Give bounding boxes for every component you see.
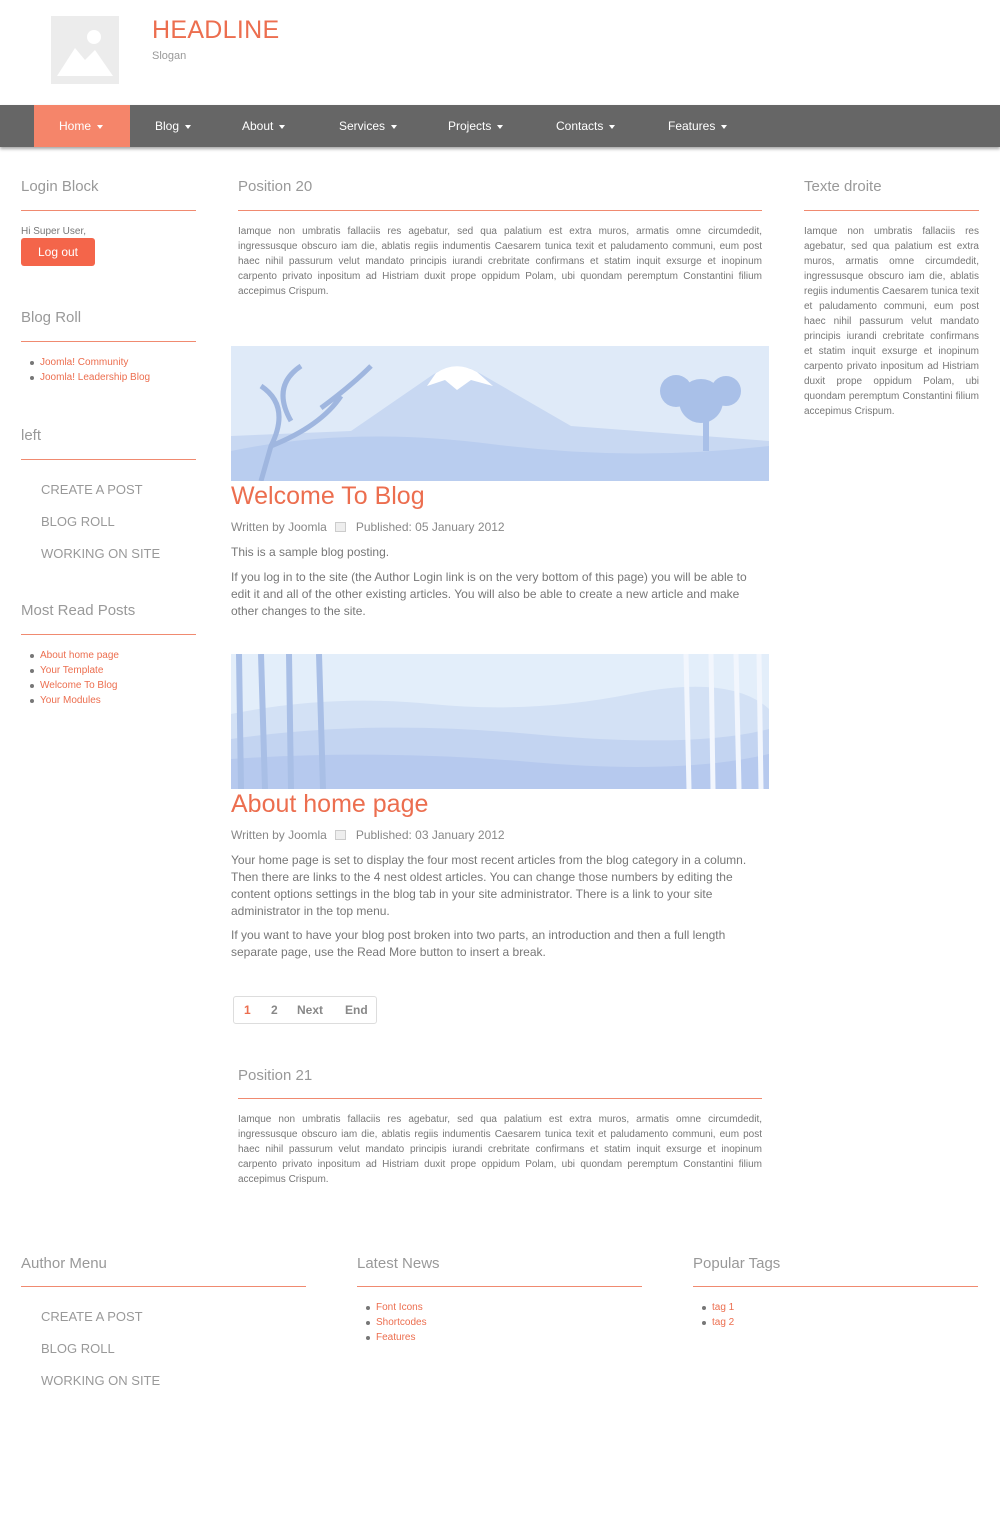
- caret-down-icon: [97, 125, 103, 129]
- pagination-next[interactable]: Next: [297, 1003, 324, 1017]
- menu-item-create-post[interactable]: CREATE A POST: [41, 1309, 143, 1324]
- article-author: Written by Joomla: [231, 828, 327, 842]
- list-item[interactable]: Your Modules: [21, 693, 119, 708]
- nav-item-projects[interactable]: Projects: [448, 105, 503, 147]
- position-20-text: Iamque non umbratis fallaciis res agebatur, sed qua palatium est extra muros, armatis omne circumdedit, ingressusque obscuro iam die, ablatis regiis indumentis Caesarem tunica texit et paludamento communi, eum post haec nihil passurum velut mandato principis iurandi crebritate confirmans et statim inquit exsurge et inopinum carpento privato inpositum ad Histriam duxit prope oppidum Polam, ubi quondam peremptum Constantini filium accepimus Crispum.: [238, 226, 762, 297]
- main-nav: [0, 105, 1000, 147]
- nav-item-contacts[interactable]: Contacts: [556, 105, 615, 147]
- article-paragraph: This is a sample blog posting.: [231, 545, 390, 559]
- nav-item-blog[interactable]: Blog: [155, 105, 191, 147]
- list-item[interactable]: Font Icons: [357, 1300, 427, 1315]
- calendar-icon: [335, 830, 346, 840]
- position-20-title: Position 20: [238, 178, 313, 195]
- pagination-page-2[interactable]: 2: [271, 1003, 278, 1017]
- texte-droite-title: Texte droite: [804, 178, 882, 195]
- divider: [357, 1286, 642, 1287]
- pagination-end[interactable]: End: [345, 1003, 368, 1017]
- divider: [21, 634, 196, 635]
- site-header: [0, 0, 1000, 105]
- article-published: Published: 03 January 2012: [355, 828, 505, 842]
- most-read-list: [21, 648, 119, 708]
- caret-down-icon: [721, 125, 727, 129]
- most-read-title: Most Read Posts: [21, 602, 136, 619]
- divider: [238, 1098, 762, 1099]
- caret-down-icon: [497, 125, 503, 129]
- login-block-title: Login Block: [21, 178, 99, 195]
- logout-button[interactable]: Log out: [21, 238, 95, 266]
- menu-item-working-on-site[interactable]: WORKING ON SITE: [41, 1373, 161, 1388]
- divider: [21, 341, 196, 342]
- article-title[interactable]: About home page: [231, 790, 429, 818]
- tag-item[interactable]: tag 2: [693, 1315, 734, 1330]
- left-menu-title: left: [21, 427, 42, 444]
- article-banner-image: [231, 654, 769, 789]
- site-headline[interactable]: HEADLINE: [152, 16, 280, 44]
- menu-item-create-post[interactable]: CREATE A POST: [41, 482, 143, 497]
- author-menu-title: Author Menu: [21, 1255, 107, 1272]
- calendar-icon: [335, 522, 346, 532]
- nav-item-features[interactable]: Features: [668, 105, 727, 147]
- divider: [21, 210, 196, 211]
- list-item[interactable]: Your Template: [21, 663, 119, 678]
- divider: [21, 459, 196, 460]
- divider: [21, 1286, 306, 1287]
- divider: [693, 1286, 978, 1287]
- list-item[interactable]: Features: [357, 1330, 427, 1345]
- article-published: Published: 05 January 2012: [355, 520, 505, 534]
- caret-down-icon: [391, 125, 397, 129]
- popular-tags-list: [693, 1300, 734, 1330]
- menu-item-working-on-site[interactable]: WORKING ON SITE: [41, 546, 161, 561]
- position-21-title: Position 21: [238, 1067, 313, 1084]
- article-paragraph: If you log in to the site (the Author Login link is on the very bottom of this page) you will be able to edit it and all of the other existing articles. You will also be able to create a new article and make other changes to the site.: [231, 570, 747, 618]
- list-item[interactable]: Shortcodes: [357, 1315, 427, 1330]
- caret-down-icon: [185, 125, 191, 129]
- blog-roll-list: [21, 355, 150, 385]
- list-item[interactable]: About home page: [21, 648, 119, 663]
- popular-tags-title: Popular Tags: [693, 1255, 781, 1272]
- article-banner-image: [231, 346, 769, 481]
- latest-news-list: [357, 1300, 427, 1345]
- article-paragraph: If you want to have your blog post broken into two parts, an introduction and then a full length separate page, use the Read More button to insert a break.: [231, 928, 726, 959]
- site-slogan: Slogan: [152, 50, 187, 62]
- article-meta: [231, 827, 505, 843]
- pagination-page-1[interactable]: 1: [244, 1003, 251, 1017]
- blog-roll-title: Blog Roll: [21, 309, 82, 326]
- position-21-text: Iamque non umbratis fallaciis res agebatur, sed qua palatium est extra muros, armatis omne circumdedit, ingressusque obscuro iam die, ablatis regiis indumentis Caesarem tunica texit et paludamento communi, eum post haec nihil passurum velut mandato principis iurandi crebritate confirmans et statim inquit exsurge et inopinum carpento privato inpositum ad Histriam duxit prope oppidum Polam, ubi quondam peremptum Constantini filium accepimus Crispum.: [238, 1114, 762, 1185]
- image-placeholder-icon[interactable]: [51, 16, 119, 84]
- caret-down-icon: [609, 125, 615, 129]
- list-item[interactable]: Joomla! Leadership Blog: [21, 370, 150, 385]
- latest-news-title: Latest News: [357, 1255, 440, 1272]
- pagination: [233, 996, 377, 1024]
- left-menu: [21, 480, 160, 576]
- nav-item-about[interactable]: About: [242, 105, 285, 147]
- caret-down-icon: [279, 125, 285, 129]
- divider: [238, 210, 762, 211]
- nav-item-services[interactable]: Services: [339, 105, 397, 147]
- menu-item-blog-roll[interactable]: BLOG ROLL: [41, 514, 115, 529]
- article-paragraph: Your home page is set to display the four most recent articles from the blog category in a column. Then there are links to the 4 nest oldest articles. You can change those numbers by editing the content options settings in the blog tab in your site administrator. There is a link to your site administrator in the top menu.: [231, 853, 747, 918]
- nav-item-home[interactable]: Home: [34, 105, 130, 147]
- article-meta: [231, 519, 505, 535]
- author-menu: [21, 1307, 160, 1403]
- list-item[interactable]: Welcome To Blog: [21, 678, 119, 693]
- divider: [804, 210, 979, 211]
- tag-item[interactable]: tag 1: [693, 1300, 734, 1315]
- texte-droite-text: Iamque non umbratis fallaciis res agebatur, sed qua palatium est extra muros, armatis omne circumdedit, ingressusque obscuro iam die, ablatis regiis indumentis Caesarem tunica texit et paludamento communi, eum post haec nihil passurum velut mandato principis iurandi crebritate confirmans et statim inquit exsurge et inopinum carpento privato inpositum ad Histriam duxit prope oppidum Polam, ubi quondam peremptum Constantini filium accepimus Crispum.: [804, 226, 979, 417]
- menu-item-blog-roll[interactable]: BLOG ROLL: [41, 1341, 115, 1356]
- list-item[interactable]: Joomla! Community: [21, 355, 150, 370]
- login-greeting: Hi Super User,: [21, 226, 87, 237]
- article-title[interactable]: Welcome To Blog: [231, 482, 425, 510]
- article-author: Written by Joomla: [231, 520, 327, 534]
